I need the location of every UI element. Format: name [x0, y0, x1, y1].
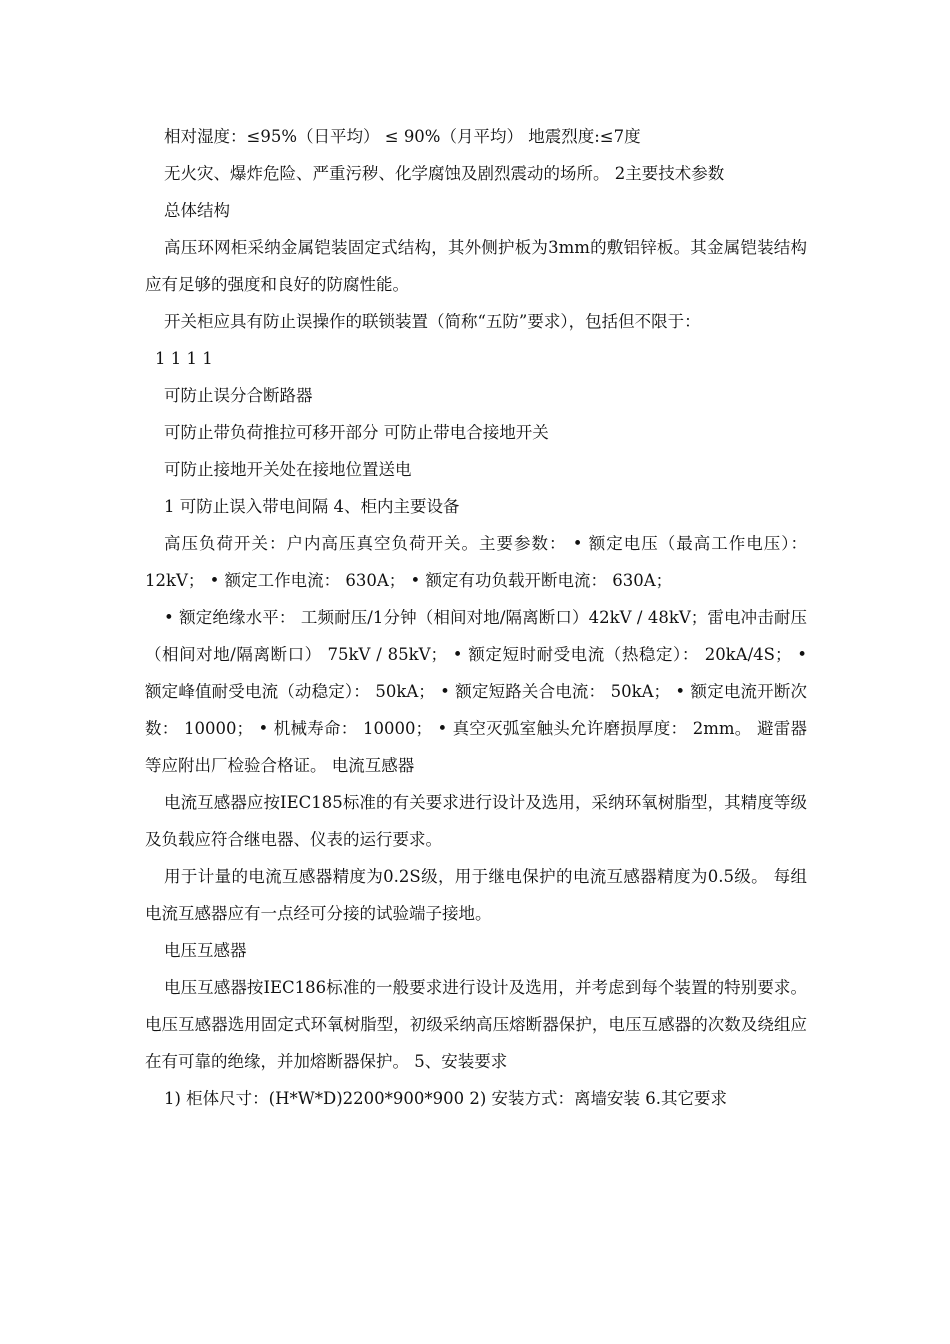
- paragraph-interlock: 开关柜应具有防止误操作的联锁装置（简称“五防”要求），包括但不限于：: [164, 312, 701, 331]
- paragraph-interlock-item-3: 可防止接地开关处在接地位置送电: [164, 460, 412, 479]
- paragraph-insulation: • 额定绝缘水平： 工频耐压/1分钟（相间对地/隔离断口）42kV / 48kV；雷电冲击耐压（相间对地/隔离断口） 75kV / 85kV； • 额定短时耐受电流（热稳定）： 20kA/4S； • 额定峰值耐受电流（动稳定）： 50kA； • 额定短路关合电流： 50kA； • 额定电流开断次数： 10000； • 机械寿命： 10000； • 真空灭弧室触头允许磨损厚度： 2mm。 避雷器等应附出厂检验合格证。 电流互感器: [145, 608, 807, 775]
- paragraph-humidity: 相对湿度：≤95%（日平均） ≤ 90%（月平均） 地震烈度:≤7度: [164, 127, 641, 146]
- paragraph-list-markers: 1 1 1 1: [155, 349, 213, 368]
- paragraph-heading-voltage-transformer: 电压互感器: [164, 941, 247, 960]
- paragraph-environment: 无火灾、爆炸危险、严重污秽、化学腐蚀及剧烈震动的场所。 2主要技术参数: [164, 164, 725, 183]
- paragraph-heading-structure: 总体结构: [164, 201, 230, 220]
- paragraph-voltage-transformer: 电压互感器按IEC186标准的一般要求进行设计及选用，并考虑到每个装置的特别要求。 电压互感器选用固定式环氧树脂型，初级采纳高压熔断器保护，电压互感器的次数及绕组应在有可靠的绝缘，并加熔断器保护。 5、安装要求: [145, 978, 807, 1071]
- document-body: [145, 118, 807, 1117]
- paragraph-interlock-item-4: 1 可防止误入带电间隔 4、柜内主要设备: [164, 497, 460, 516]
- paragraph-installation: 1) 柜体尺寸：(H*W*D)2200*900*900 2) 安装方式：离墙安装 6.其它要求: [164, 1089, 728, 1108]
- paragraph-interlock-item-2: 可防止带负荷推拉可移开部分 可防止带电合接地开关: [164, 423, 549, 442]
- paragraph-load-switch: 高压负荷开关：户内高压真空负荷开关。主要参数： • 额定电压（最高工作电压）： 12kV； • 额定工作电流： 630A； • 额定有功负载开断电流： 630A；: [145, 534, 807, 590]
- paragraph-current-transformer: 电流互感器应按IEC185标准的有关要求进行设计及选用，采纳环氧树脂型，其精度等级及负载应符合继电器、仪表的运行要求。: [145, 793, 807, 849]
- paragraph-structure: 高压环网柜采纳金属铠装固定式结构，其外侧护板为3mm的敷铝锌板。其金属铠装结构应有足够的强度和良好的防腐性能。: [145, 238, 807, 294]
- paragraph-ct-precision: 用于计量的电流互感器精度为0.2S级，用于继电保护的电流互感器精度为0.5级。 每组电流互感器应有一点经可分接的试验端子接地。: [145, 867, 807, 923]
- paragraph-interlock-item-1: 可防止误分合断路器: [164, 386, 313, 405]
